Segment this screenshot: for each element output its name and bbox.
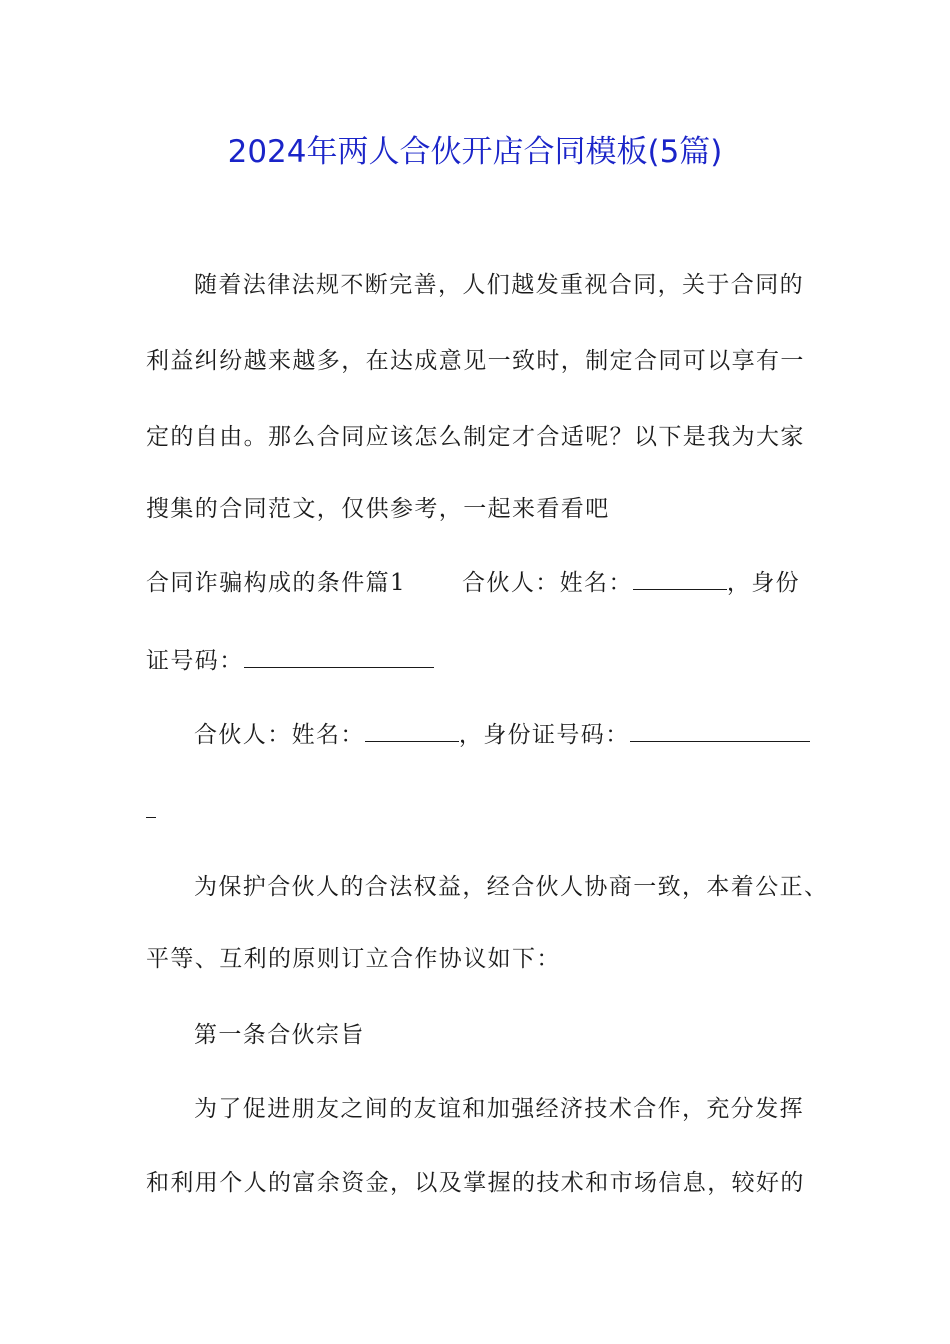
article1-line-2: 和利用个人的富余资金，以及掌握的技术和市场信息，较好的: [146, 1170, 805, 1196]
intro-line-4: 搜集的合同范文，仅供参考，一起来看看吧: [146, 496, 610, 522]
article1-heading: 第一条合伙宗旨: [194, 1022, 365, 1048]
partner1-id-label: ，身份: [726, 570, 801, 596]
section-heading-row: [146, 566, 800, 600]
intro-line-3: 定的自由。那么合同应该怎么制定才合适呢？以下是我为大家: [146, 424, 805, 450]
article1-line-1: 为了促进朋友之间的友谊和加强经济技术合作，充分发挥: [194, 1096, 804, 1122]
intro-line-1: 随着法律法规不断完善，人们越发重视合同，关于合同的: [194, 272, 804, 298]
partner1-id-row: [146, 644, 434, 678]
purpose-line-2: 平等、互利的原则订立合作协议如下：: [146, 946, 561, 972]
partner1-name-blank: [633, 567, 727, 590]
partner2-id-label: ，身份证号码：: [458, 722, 630, 748]
partner2-name-blank: [365, 719, 459, 742]
document-title: 2024年两人合伙开店合同模板(5篇): [227, 134, 723, 170]
partner1-name-label: 合伙人：姓名：: [462, 570, 633, 596]
partner2-row: [194, 718, 810, 752]
purpose-line-1: 为保护合伙人的合法权益，经合伙人协商一致，本着公正、: [194, 874, 829, 900]
section-heading: 合同诈骗构成的条件篇1: [146, 570, 407, 596]
partner2-id-blank-cont-row: [146, 794, 156, 828]
intro-line-2: 利益纠纷越来越多，在达成意见一致时，制定合同可以享有一: [146, 348, 805, 374]
partner2-name-label: 合伙人：姓名：: [194, 722, 365, 748]
partner1-id-blank: [244, 645, 434, 668]
partner1-id-label-cont: 证号码：: [146, 648, 244, 674]
partner2-id-blank-cont: [146, 795, 156, 818]
partner2-id-blank: [630, 719, 810, 742]
